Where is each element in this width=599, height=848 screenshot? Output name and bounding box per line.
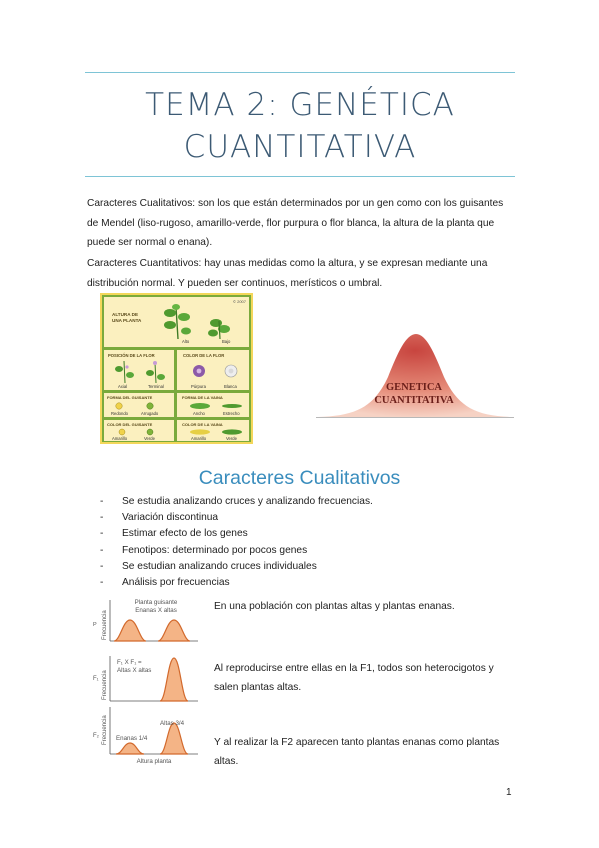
qualitative-paragraph: Caracteres Cualitativos: son los que están determinados por un gen como con los guisantes de Mendel (liso-rugoso, amarillo-verde, flor purpura o flor blanca, la altura de la planta que puede ser normal o enana). — [87, 198, 504, 248]
mendel-traits-figure — [100, 293, 253, 444]
graph2-ylabel: Frecuencia — [102, 670, 108, 700]
f2-frequency-graph — [90, 705, 200, 767]
title-line-1: TEMA 2: GENÉTICA — [145, 87, 455, 123]
graph1-tall-peak — [158, 620, 190, 641]
alto-label: Alto — [182, 339, 190, 344]
round-seed-icon — [116, 403, 122, 409]
list-item — [100, 526, 373, 542]
list-item-text: Estimar efecto de los genes — [122, 528, 248, 540]
wrinkled-seed-icon — [147, 403, 153, 409]
bottom-rule — [85, 176, 515, 177]
graph3-dwarf-label: Enanas 1/4 — [116, 735, 148, 742]
purpura-label: Púrpura — [191, 384, 206, 389]
redondo-label: Redondo — [111, 411, 128, 416]
quantitative-paragraph: Caracteres Cuantitativos: hay unas medidas como la altura, y se expresan mediante una distribución normal. Y pueden ser continuos, merísticos o umbral. — [87, 258, 488, 289]
parental-frequency-graph — [90, 594, 200, 646]
list-item-text: Análisis por frecuencias — [122, 577, 230, 589]
list-item — [100, 543, 373, 559]
list-item — [100, 575, 373, 591]
bell-label-1: GENETICA — [385, 382, 443, 393]
graph3-xlabel: Altura planta — [136, 758, 172, 765]
posicion-title: POSICIÓN DE LA FLOR — [108, 353, 155, 358]
color-guisante-title: COLOR DEL GUISANTE — [107, 422, 153, 427]
list-item-text: Fenotipos: determinado por pocos genes — [122, 544, 308, 556]
bullet-marker: - — [100, 496, 104, 507]
title-line-2: CUANTITATIVA — [183, 129, 417, 165]
fig-corner: © 2007 — [233, 299, 246, 304]
list-item — [100, 510, 373, 526]
list-item-text: Variación discontinua — [122, 512, 219, 524]
color-flor-title: COLOR DE LA FLOR — [183, 353, 225, 358]
purple-flower-icon — [193, 365, 205, 377]
wide-pod-icon — [190, 403, 210, 409]
forma-vaina-title: FORMA DE LA VAINA — [182, 395, 223, 400]
arrugado-label: Arrugado — [141, 411, 159, 416]
green-pod-icon — [222, 429, 242, 434]
green-seed-icon — [147, 429, 153, 435]
bullet-marker: - — [100, 560, 104, 572]
graph2-line1: F₁ X F₁ = — [117, 659, 142, 666]
characteristics-list — [100, 494, 373, 591]
graph1-ylabel: Frecuencia — [102, 610, 108, 640]
graph3-dwarf-peak — [116, 743, 144, 754]
estrecho-label: Estrecho — [223, 411, 240, 416]
blanca-label: Blanca — [224, 384, 237, 389]
graph2-generation: F₁ — [93, 676, 99, 682]
verde-label: Verde — [144, 436, 155, 441]
graph3-tall-peak — [160, 723, 188, 754]
bullet-marker: - — [100, 528, 104, 540]
graph1-title: Planta guisante — [134, 599, 178, 606]
axial-label: Axial — [118, 384, 128, 389]
bajo-label: Bajo — [222, 339, 231, 344]
bullet-marker: - — [100, 512, 104, 524]
forma-guisante-title: FORMA DEL GUISANTE — [107, 395, 153, 400]
graph-caption-1: En una población con plantas altas y plantas enanas. — [214, 601, 455, 612]
graph3-ylabel: Frecuencia — [102, 715, 108, 745]
bullet-marker: - — [100, 544, 104, 556]
graph1-dwarf-peak — [114, 620, 146, 641]
narrow-pod-icon — [222, 404, 242, 408]
graph2-line2: Altas X altas — [117, 667, 152, 674]
bell-curve-figure — [316, 322, 514, 422]
verde-vaina-label: Verde — [226, 436, 237, 441]
graph1-generation: P — [93, 622, 97, 628]
graph1-subtitle: Enanas X altas — [135, 607, 177, 614]
top-rule — [85, 72, 515, 73]
graph-caption-3: Y al realizar la F2 aparecen tanto plantas enanas como plantas altas. — [214, 737, 500, 767]
list-item-text: Se estudia analizando cruces y analizando frecuencias. — [122, 496, 373, 507]
graph3-generation: F₂ — [93, 733, 99, 739]
page-number: 1 — [506, 787, 512, 798]
graph2-tall-peak — [160, 658, 188, 701]
white-flower-icon — [225, 365, 237, 377]
bullet-marker: - — [100, 577, 104, 589]
color-vaina-title: COLOR DE LA VAINA — [182, 422, 223, 427]
bell-label-2: CUANTITATIVA — [374, 395, 454, 406]
graph3-tall-label: Altas 3/4 — [160, 720, 185, 727]
ancho-label: Ancho — [193, 411, 205, 416]
f1-frequency-graph — [90, 652, 200, 706]
amarillo-vaina-label: Amarillo — [191, 436, 207, 441]
altura-title-2: UNA PLANTA — [112, 318, 142, 323]
list-item — [100, 494, 373, 510]
page-title — [85, 84, 515, 168]
yellow-seed-icon — [119, 429, 125, 435]
list-item-text: Se estudian analizando cruces individuales — [122, 560, 317, 572]
graph-caption-2: Al reproducirse entre ellas en la F1, todos son heterocigotos y salen plantas altas. — [214, 663, 494, 693]
yellow-pod-icon — [190, 429, 210, 434]
amarillo-label: Amarillo — [112, 436, 128, 441]
altura-title-1: ALTURA DE — [112, 312, 139, 317]
section-heading: Caracteres Cualitativos — [198, 467, 401, 489]
list-item — [100, 559, 373, 575]
terminal-label: Terminal — [148, 384, 164, 389]
